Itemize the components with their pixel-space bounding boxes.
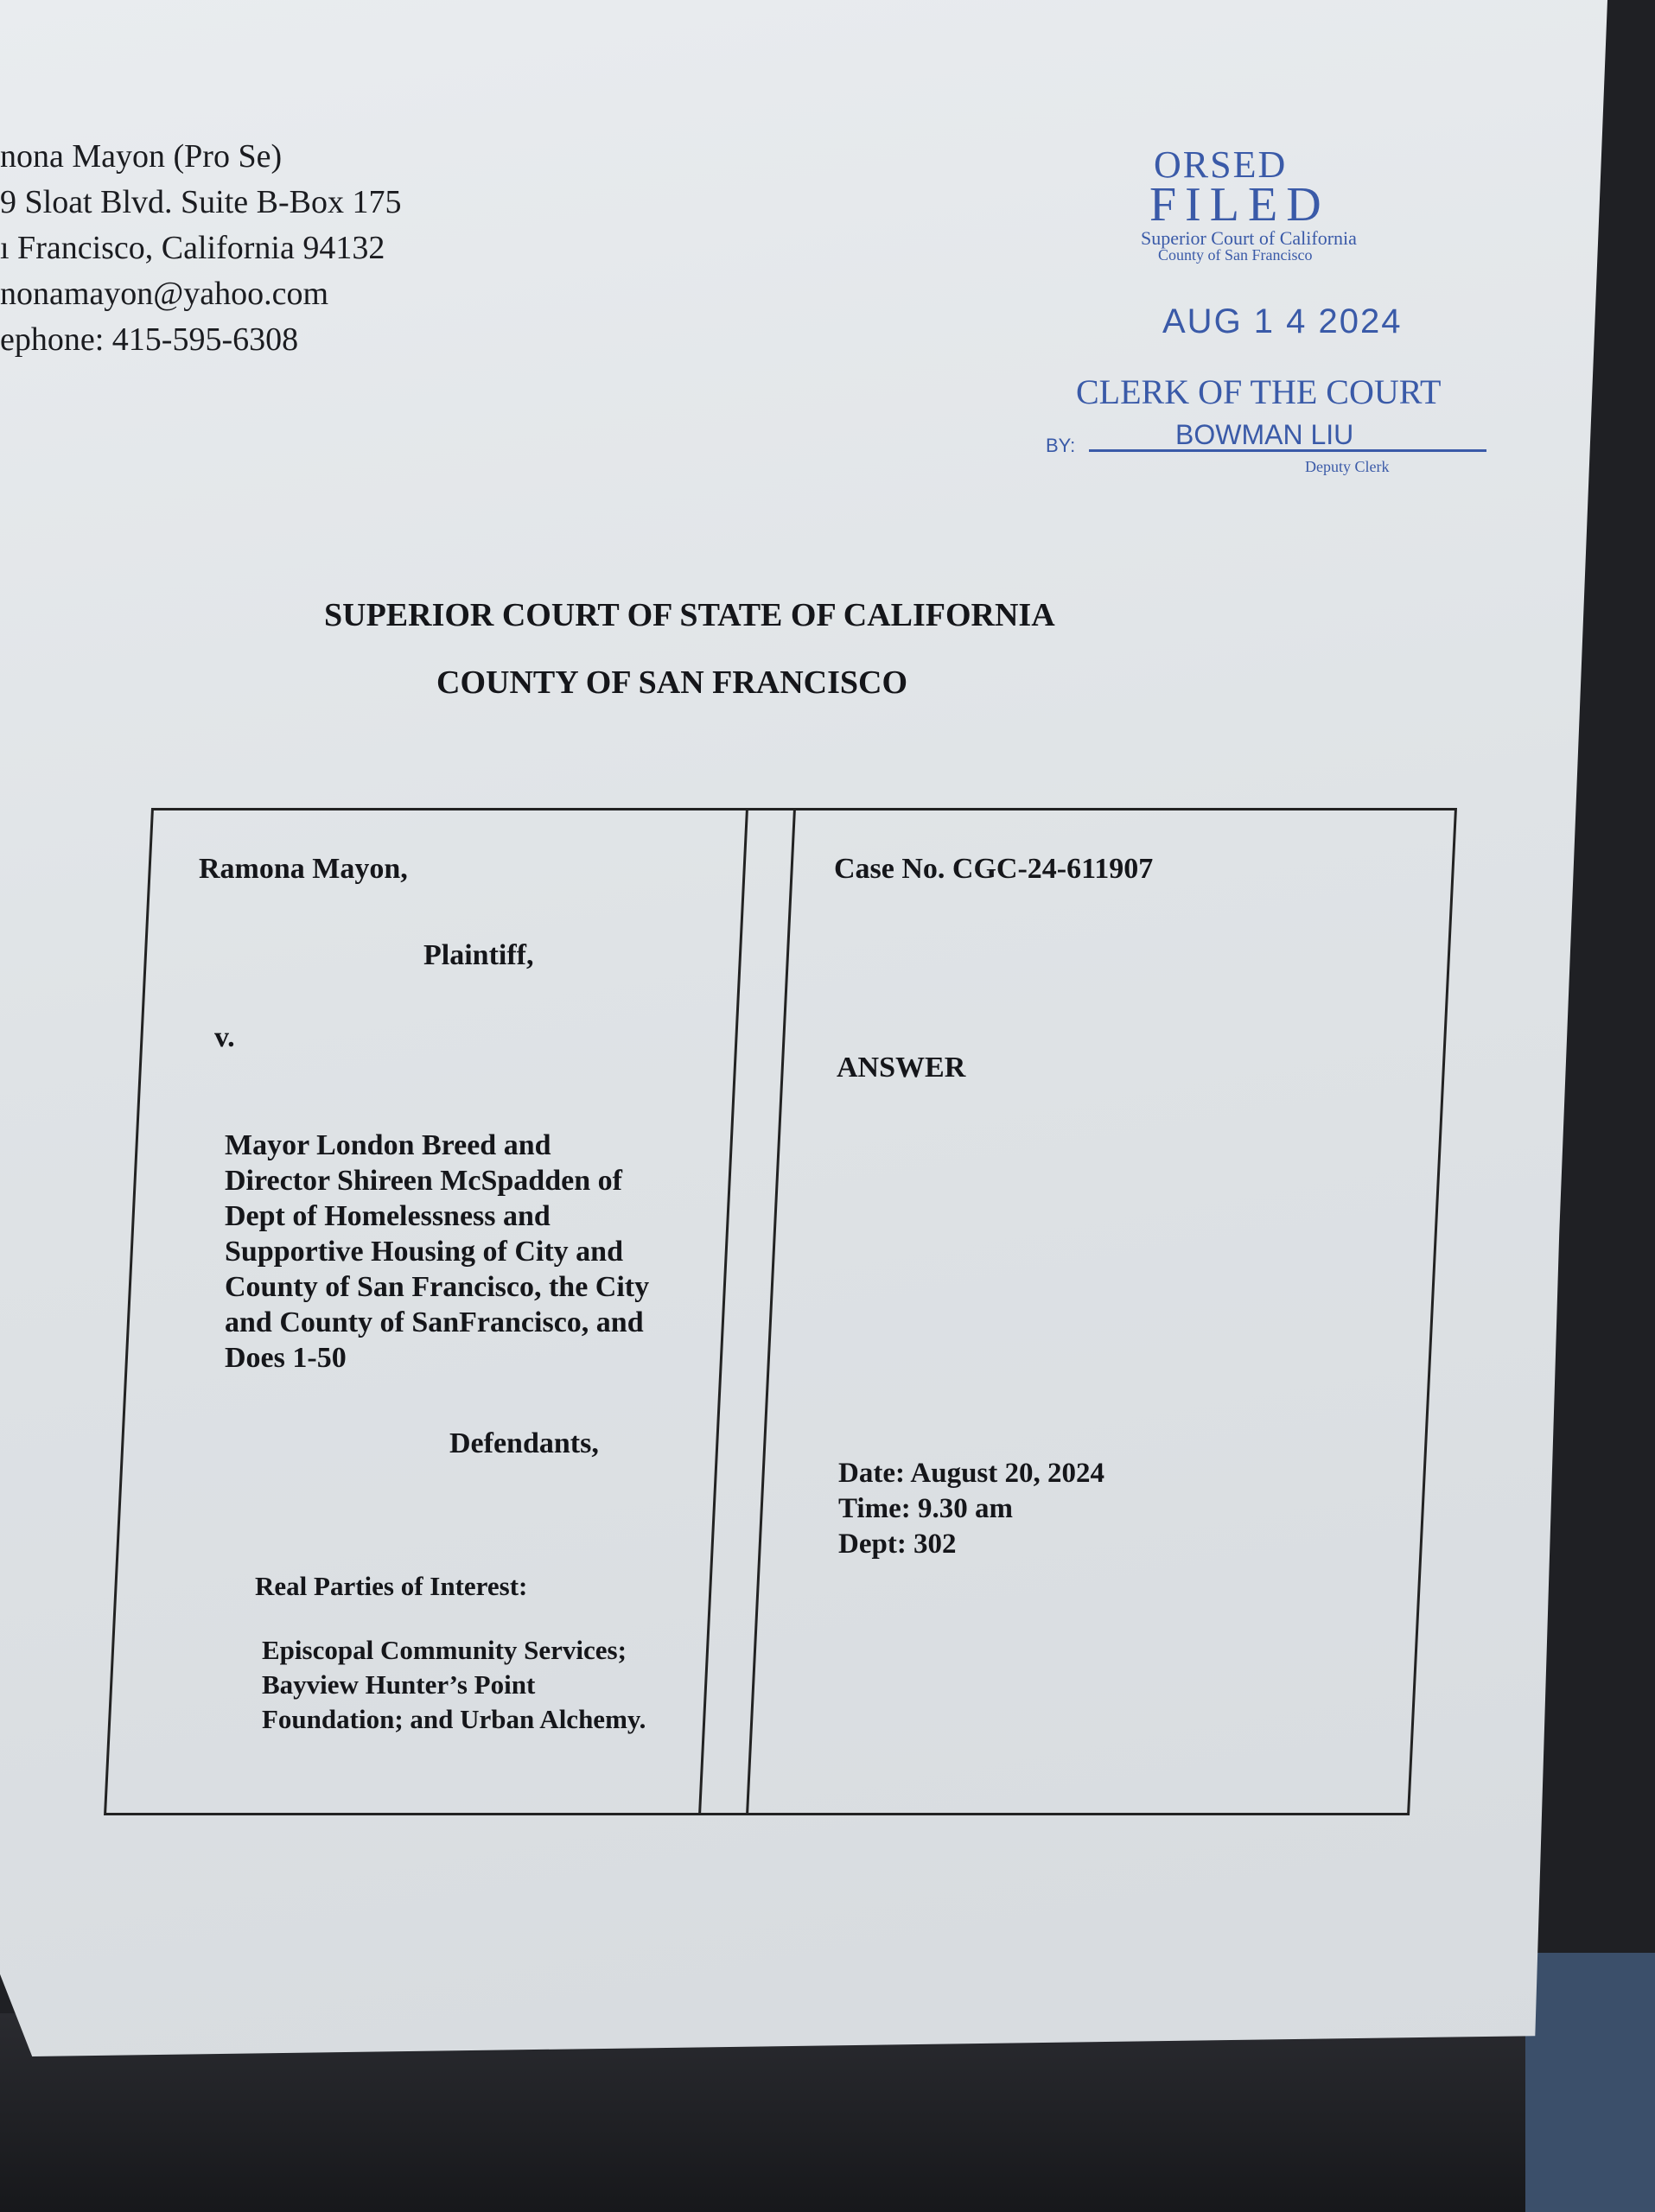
defendants-list (225, 1128, 726, 1376)
filer-name: nona Mayon (Pro Se) (0, 138, 283, 175)
document-type: ANSWER (837, 1052, 966, 1084)
stamp-deputy: Deputy Clerk (1305, 458, 1390, 475)
plaintiff-role: Plaintiff, (423, 939, 534, 971)
stamp-date: AUG 1 4 2024 (1162, 302, 1403, 340)
hearing-details (838, 1456, 1104, 1562)
versus-label: v. (214, 1021, 235, 1053)
defendant-line: Mayor London Breed and (225, 1129, 551, 1161)
defendant-line: Director Shireen McSpadden of (225, 1165, 622, 1197)
stamp-filed: FILED (1149, 178, 1330, 232)
filer-city: ı Francisco, California 94132 (0, 230, 385, 266)
background-chair (1525, 1953, 1655, 2212)
real-party-line: Bayview Hunter’s Point (262, 1669, 536, 1700)
hearing-dept: Dept: 302 (838, 1529, 957, 1560)
court-title: SUPERIOR COURT OF STATE OF CALIFORNIA (324, 597, 1055, 633)
stamp-clerk: CLERK OF THE COURT (1076, 372, 1442, 411)
real-parties-label: Real Parties of Interest: (255, 1571, 528, 1601)
filer-header (0, 134, 401, 363)
stamp-county: County of San Francisco (1158, 246, 1313, 264)
real-party-line: Episcopal Community Services; (262, 1635, 627, 1665)
stamp-endorsed: ORSED (1154, 143, 1288, 186)
defendant-line: County of San Francisco, the City (225, 1271, 650, 1303)
defendant-line: Dept of Homelessness and (225, 1200, 551, 1232)
filer-phone: ephone: 415-595-6308 (0, 321, 299, 358)
stamp-court: Superior Court of California (1141, 227, 1357, 249)
defendants-role: Defendants, (449, 1427, 599, 1459)
defendant-line: Supportive Housing of City and (225, 1236, 623, 1268)
hearing-date: Date: August 20, 2024 (838, 1458, 1105, 1489)
caption-divider-right (746, 810, 796, 1813)
stamp-clerk-name: BOWMAN LIU (1175, 419, 1354, 450)
filer-address: 9 Sloat Blvd. Suite B-Box 175 (0, 184, 402, 220)
stamp-by: BY: (1046, 435, 1076, 456)
plaintiff-name: Ramona Mayon, (199, 853, 408, 885)
defendant-line: Does 1-50 (225, 1342, 347, 1374)
real-parties-list (262, 1633, 646, 1737)
county-title: COUNTY OF SAN FRANCISCO (436, 664, 908, 701)
case-number: Case No. CGC-24-611907 (834, 853, 1154, 885)
hearing-time: Time: 9.30 am (838, 1493, 1013, 1524)
defendant-line: and County of SanFrancisco, and (225, 1306, 644, 1338)
filed-stamp (1028, 143, 1495, 488)
real-party-line: Foundation; and Urban Alchemy. (262, 1704, 646, 1734)
filer-email: nonamayon@yahoo.com (0, 276, 329, 312)
